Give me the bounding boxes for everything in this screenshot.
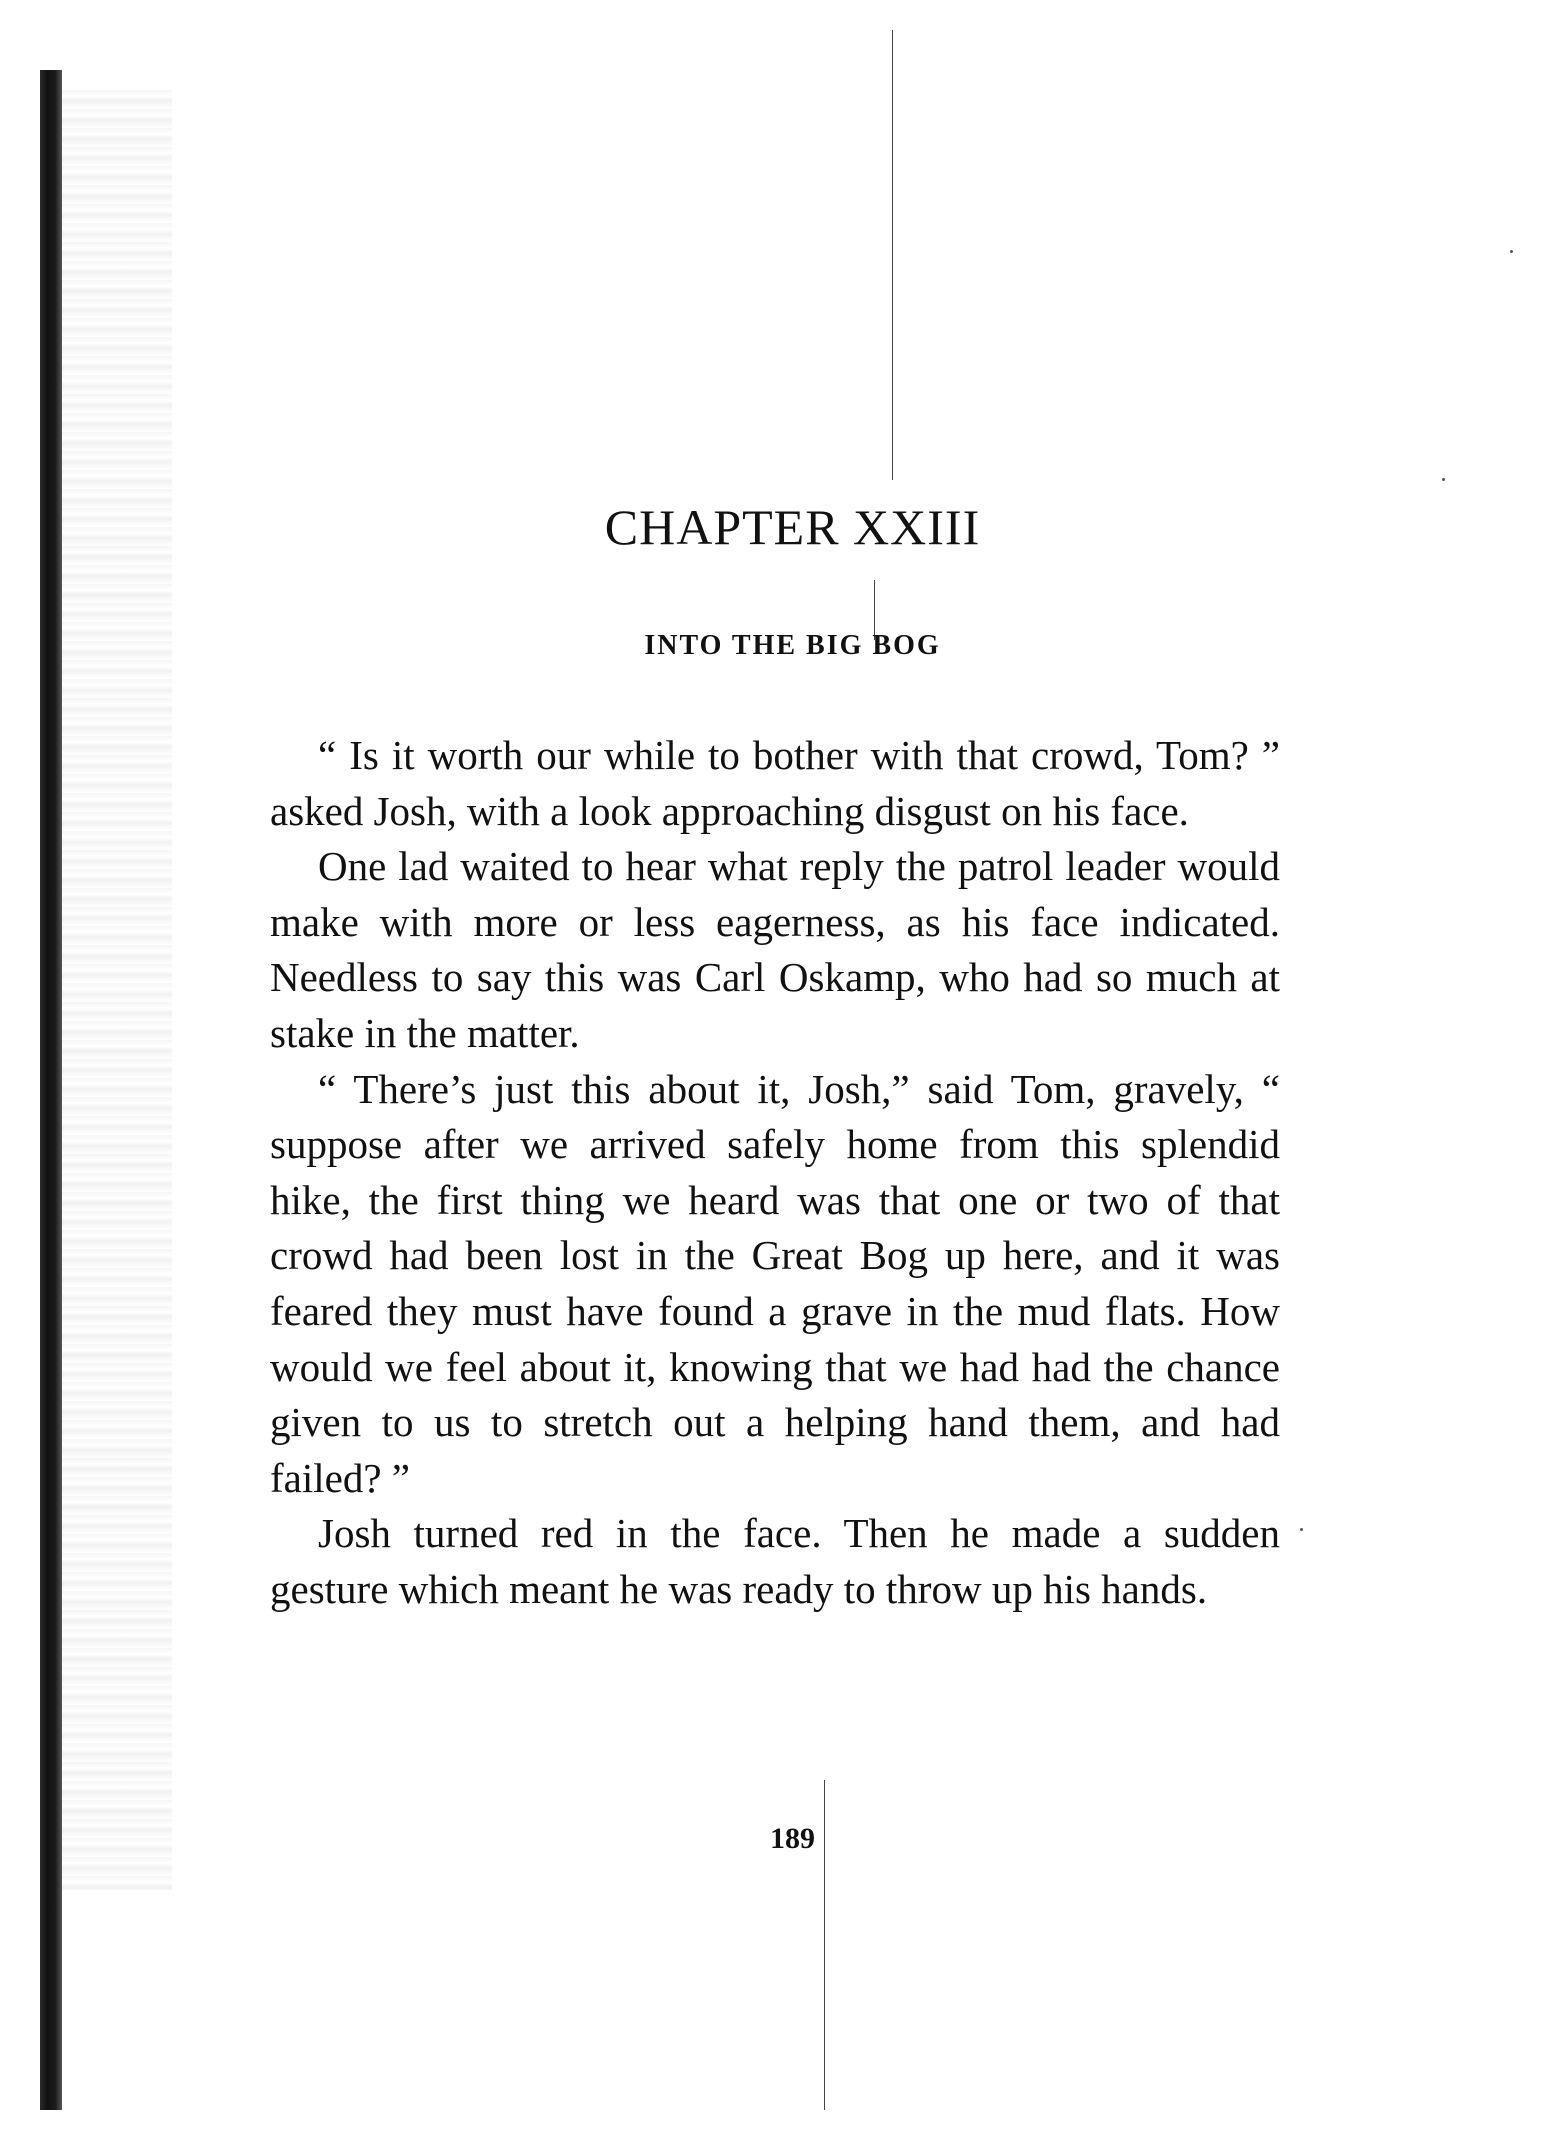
chapter-body <box>270 728 1280 1618</box>
binding-shadow <box>40 70 62 2110</box>
chapter-subtitle: INTO THE BIG BOG <box>644 630 941 661</box>
page-number: 189 <box>770 1822 815 1855</box>
scan-crease-line-top <box>892 30 893 480</box>
chapter-heading: CHAPTER XXIII <box>604 499 981 555</box>
scan-speck <box>1510 250 1513 253</box>
paragraph-4: Josh turned red in the face. Then he made a sudden gesture which meant he was ready to throw up his hands. <box>270 1510 1280 1612</box>
scan-speck <box>1300 1528 1303 1531</box>
paragraph-2: One lad waited to hear what reply the patrol leader would make with more or less eagerness, as his face indicated. Needless to say this was Carl Oskamp, who had so much at stake in the matter. <box>270 843 1280 1056</box>
paragraph-3: “ There’s just this about it, Josh,” said Tom, gravely, “ suppose after we arrived safely home from this splendid hike, the first thing we heard was that one or two of that crowd had been lost in the Great Bog up here, and it was feared they must have found a grave in the mud flats. How would we feel about it, knowing that we had had the chance given to us to stretch out a helping hand them, and had failed? ” <box>270 1065 1280 1501</box>
scan-speck <box>1442 478 1445 481</box>
paragraph-1: “ Is it worth our while to bother with that crowd, Tom? ” asked Josh, with a look approaching disgust on his face. <box>270 732 1280 834</box>
binding-scan-noise <box>62 90 172 1890</box>
